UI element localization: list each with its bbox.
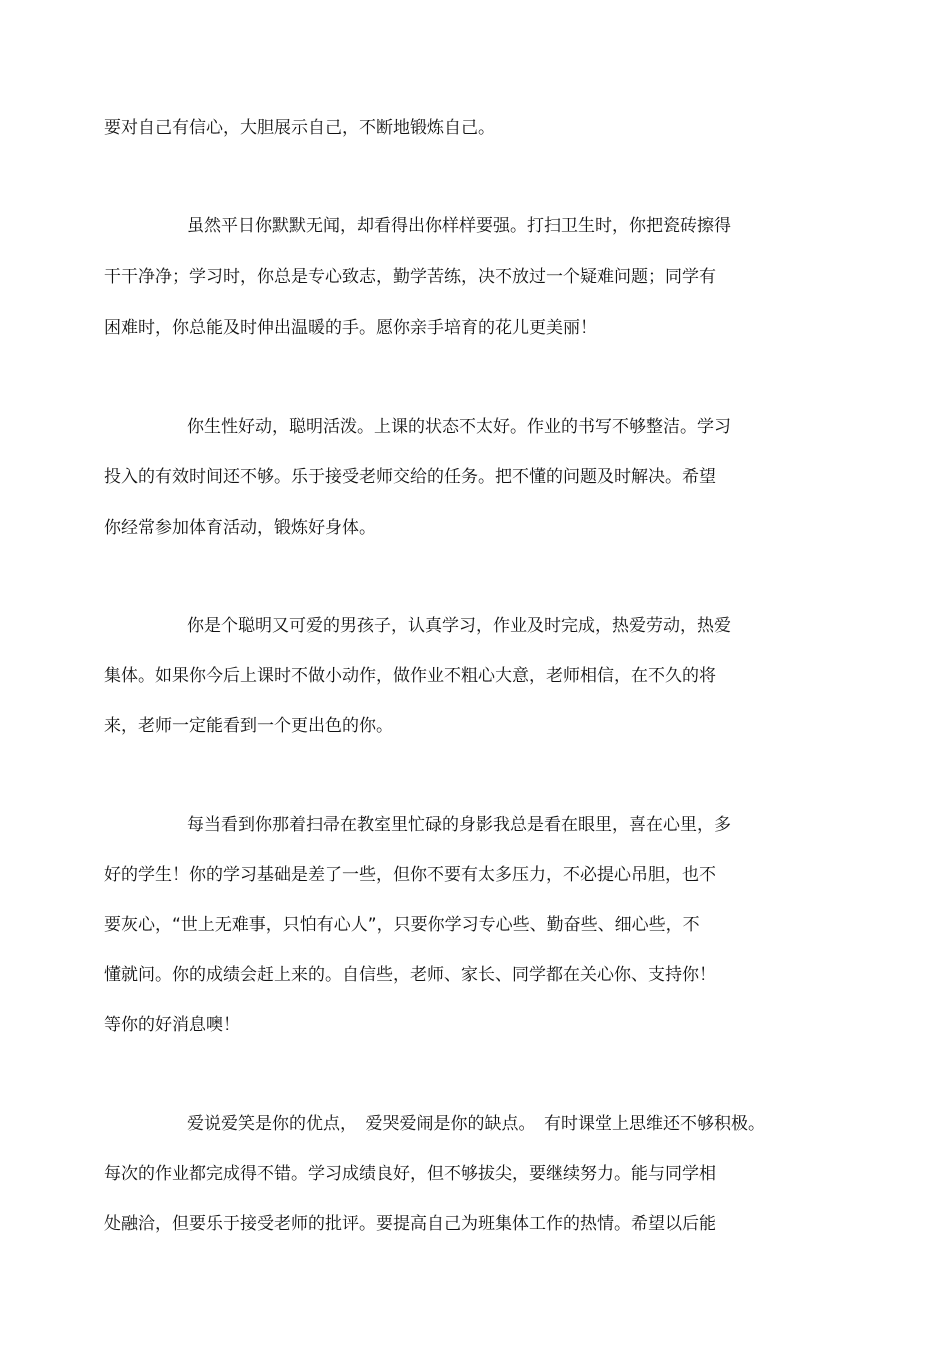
text-line: 虽然平日你默默无闻，却看得出你样样要强。打扫卫生时，你把瓷砖擦得 [187,216,731,236]
text-line: 你是个聪明又可爱的男孩子，认真学习，作业及时完成，热爱劳动，热爱 [187,616,731,636]
text-line: 投入的有效时间还不够。乐于接受老师交给的任务。把不懂的问题及时解决。希望 [104,467,716,487]
text-line: 你生性好动，聪明活泼。上课的状态不太好。作业的书写不够整洁。学习 [187,417,731,437]
text-line: 来，老师一定能看到一个更出色的你。 [104,716,393,736]
text-line: 等你的好消息噢！ [104,1015,240,1035]
text-line: 你经常参加体育活动，锻炼好身体。 [104,518,376,538]
text-line: 每当看到你那着扫帚在教室里忙碌的身影我总是看在眼里，喜在心里，多 [187,815,731,835]
text-line: 处融洽，但要乐于接受老师的批评。要提高自己为班集体工作的热情。希望以后能 [104,1214,716,1234]
text-line: 要灰心，“世上无难事，只怕有心人”，只要你学习专心些、勤奋些、细心些，不 [104,915,700,935]
text-line: 干干净净；学习时，你总是专心致志，勤学苦练，决不放过一个疑难问题；同学有 [104,267,716,287]
text-line: 好的学生！你的学习基础是差了一些，但你不要有太多压力，不必提心吊胆，也不 [104,865,716,885]
text-line: 困难时，你总能及时伸出温暖的手。愿你亲手培育的花儿更美丽！ [104,318,597,338]
text-line: 每次的作业都完成得不错。学习成绩良好，但不够拔尖，要继续努力。能与同学相 [104,1164,716,1184]
text-line: 集体。如果你今后上课时不做小动作，做作业不粗心大意，老师相信，在不久的将 [104,666,716,686]
text-line: 爱说爱笑是你的优点， 爱哭爱闹是你的缺点。 有时课堂上思维还不够积极。 [187,1114,765,1134]
text-line: 懂就问。你的成绩会赶上来的。自信些，老师、家长、同学都在关心你、支持你！ [104,965,716,985]
text-line: 要对自己有信心，大胆展示自己，不断地锻炼自己。 [104,118,495,138]
